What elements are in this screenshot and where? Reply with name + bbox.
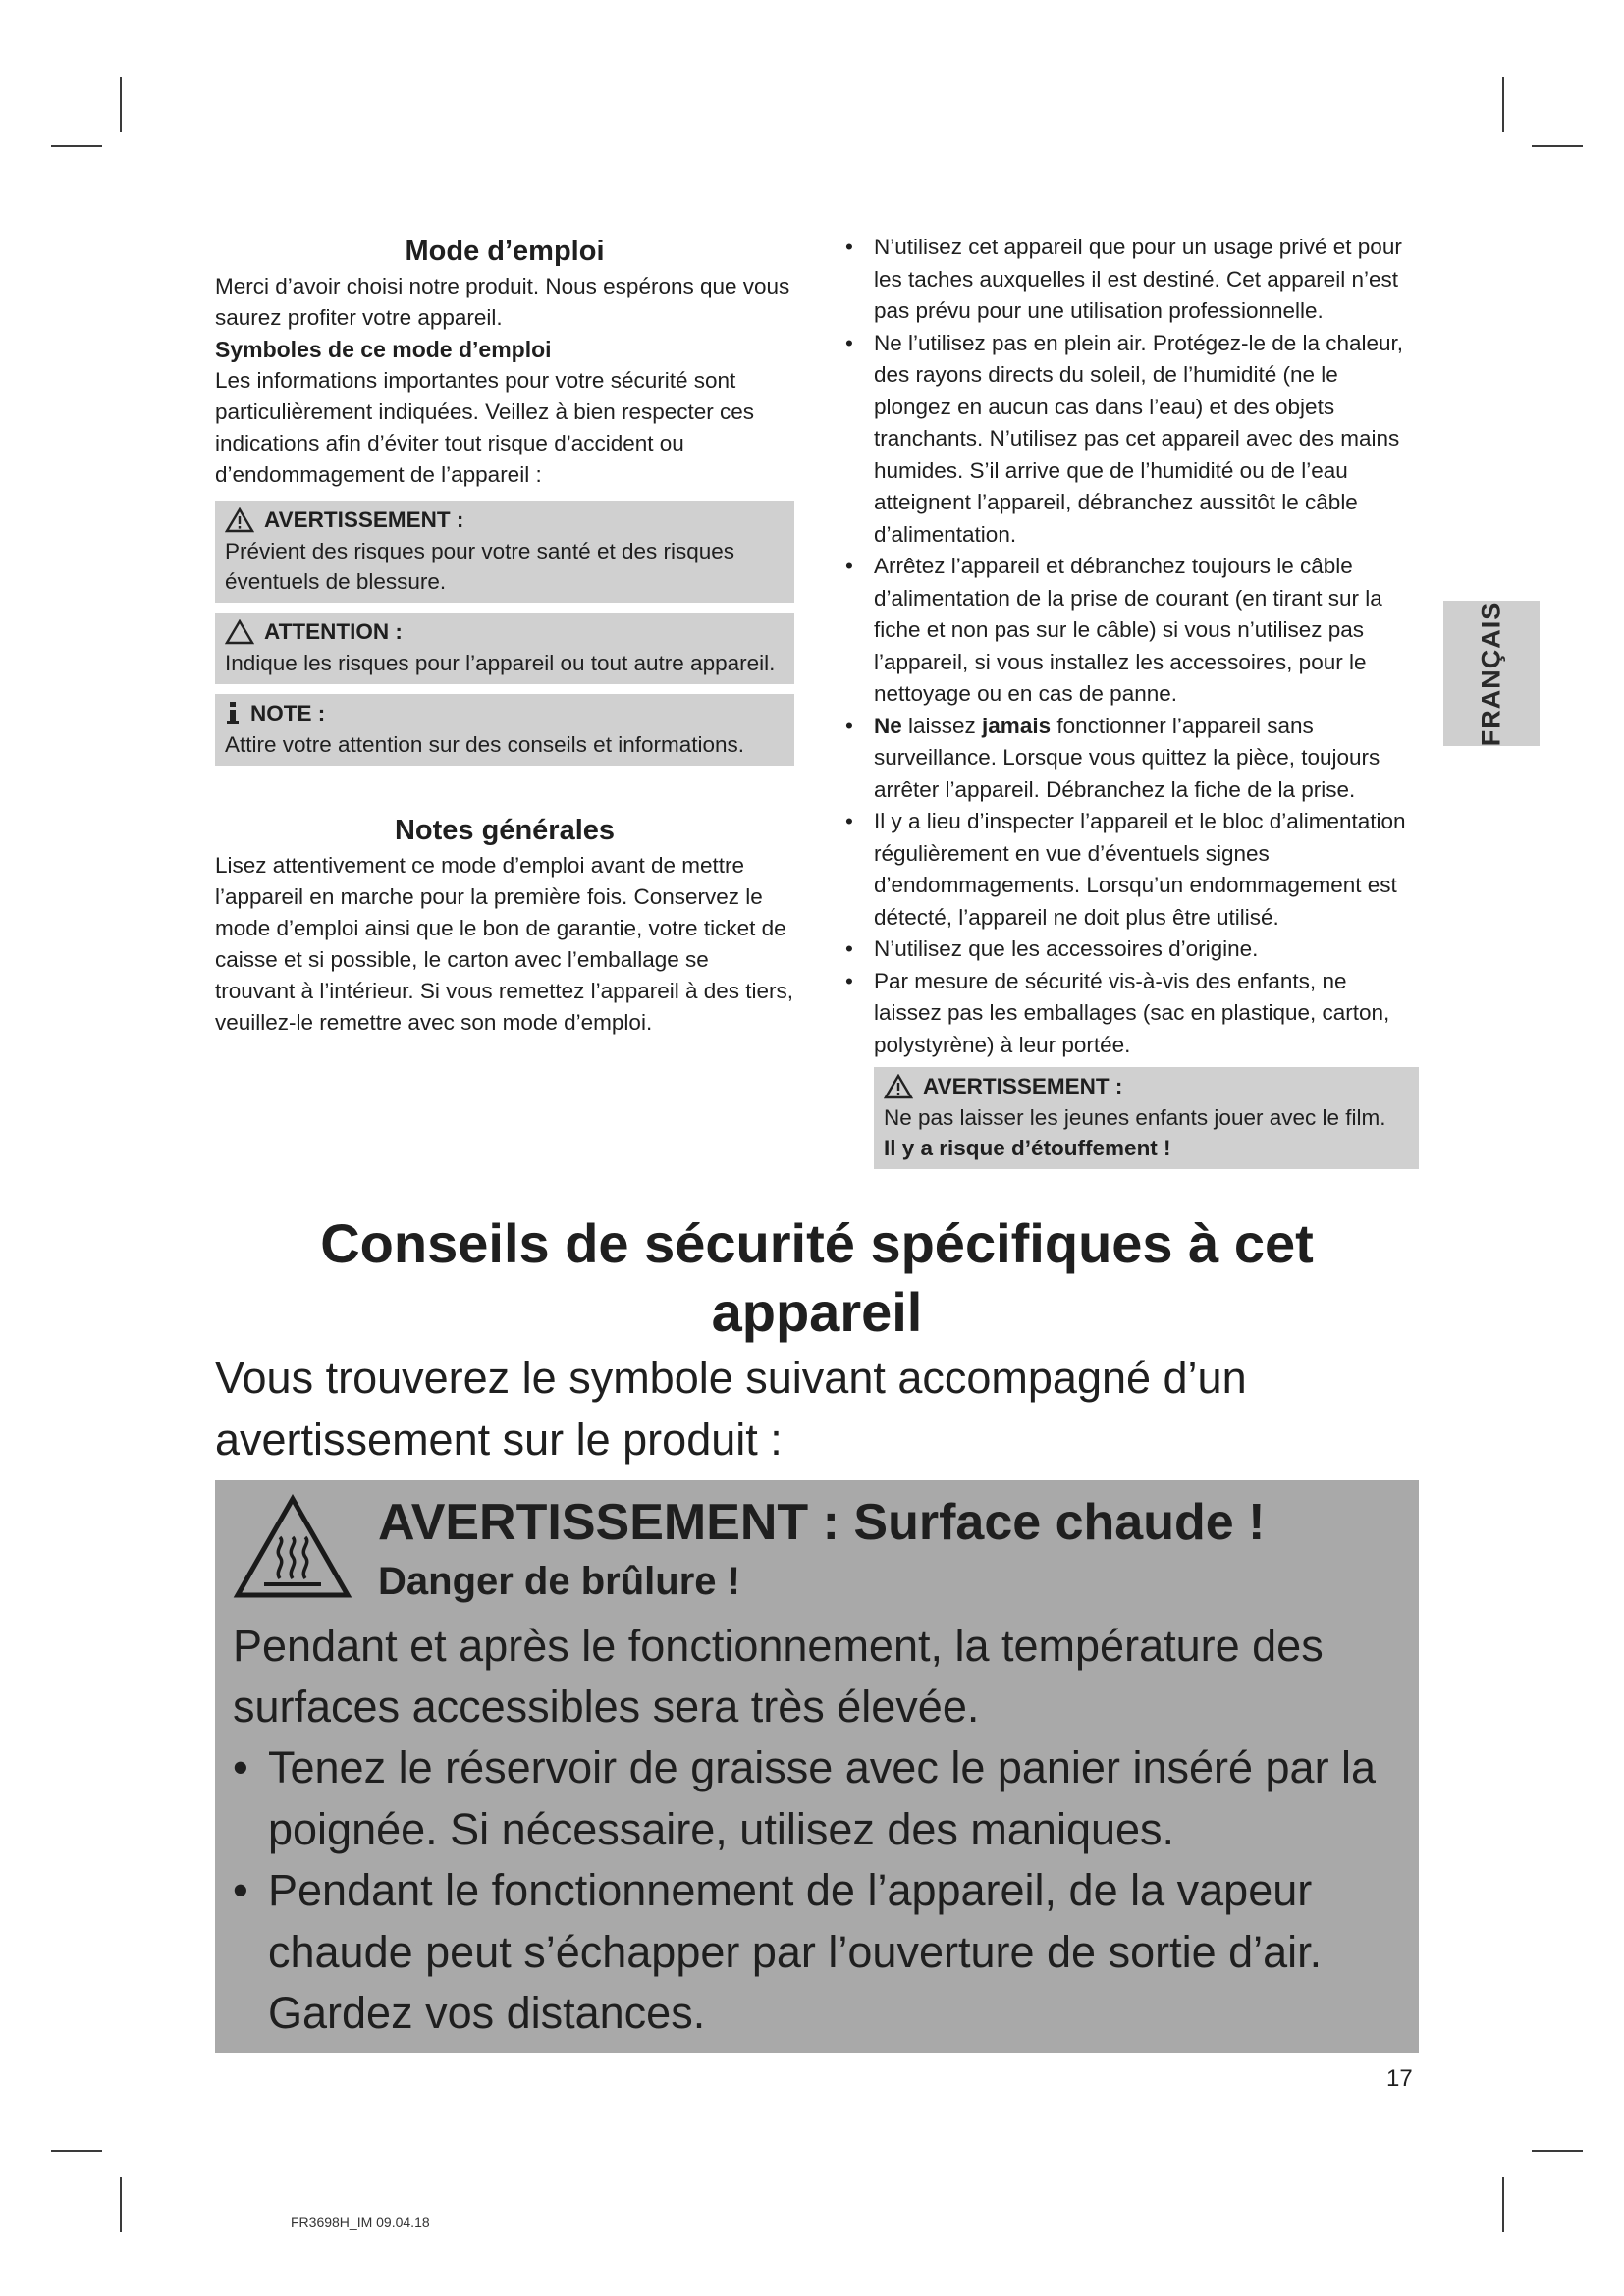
list-item	[836, 711, 1419, 807]
language-label: FRANÇAIS	[1476, 601, 1506, 746]
list-item: • N’utilisez cet appareil que pour un usage privé et pour les taches auxquelles il est destiné. Cet appareil n’est pas prévu pour une utilisation professionnelle.	[836, 232, 1419, 328]
list-item: • Par mesure de sécurité vis-à-vis des enfants, ne laissez pas les emballages (sac en plastique, carton, polystyrène) à leur portée.	[836, 966, 1419, 1062]
list-item: • Tenez le réservoir de graisse avec le panier inséré par la poignée. Si nécessaire, utilisez des maniques.	[233, 1737, 1401, 1860]
bold-text: Ne	[874, 713, 902, 738]
warning-triangle-icon	[884, 1074, 913, 1099]
crop-mark	[1502, 77, 1504, 132]
left-column	[215, 232, 794, 1039]
general-notes-title: Notes générales	[394, 815, 616, 846]
warning-triangle-icon	[225, 507, 254, 533]
hot-surface-list	[233, 1737, 1401, 2045]
safety-section	[215, 1209, 1419, 2053]
crop-mark	[51, 2150, 102, 2152]
symbols-heading: Symboles de ce mode d’emploi	[215, 337, 552, 362]
list-item: • Ne l’utilisez pas en plein air. Protégez-le de la chaleur, des rayons directs du soleil, de l’humidité (ne le plongez en aucun cas dans l’eau) et des objets tranchants. N’utilisez pas cet appareil avec des mains humides. S’il arrive que de l’humidité ou de l’eau atteignent l’appareil, débranchez aussitôt le câble d’alimentation.	[836, 328, 1419, 552]
attention-box	[215, 613, 794, 684]
warning-title: AVERTISSEMENT :	[923, 1074, 1123, 1098]
note-box	[215, 694, 794, 766]
safety-intro: Vous trouverez le symbole suivant accompagné d’un avertissement sur le produit :	[215, 1353, 1247, 1465]
warning-box	[215, 501, 794, 603]
attention-title: ATTENTION :	[264, 619, 403, 644]
bold-text: jamais	[982, 713, 1052, 738]
warning-text: Ne pas laisser les jeunes enfants jouer avec le film.	[884, 1105, 1386, 1130]
hot-surface-warning-box	[215, 1480, 1419, 2053]
hot-surface-warning-icon	[233, 1494, 352, 1600]
intro-text: Merci d’avoir choisi notre produit. Nous espérons que vous saurez profiter votre appareil.	[215, 274, 790, 330]
hot-surface-text: Pendant et après le fonctionnement, la température des surfaces accessibles sera très élevée.	[233, 1621, 1324, 1732]
burn-danger-subtitle: Danger de brûlure !	[378, 1560, 740, 1603]
info-icon	[225, 701, 241, 726]
hot-surface-title: AVERTISSEMENT : Surface chaude !	[378, 1494, 1266, 1551]
crop-mark	[120, 2177, 122, 2232]
note-text: Attire votre attention sur des conseils et informations.	[225, 732, 745, 757]
language-tab	[1443, 601, 1540, 746]
warning-text-bold: Il y a risque d’étouffement !	[884, 1136, 1171, 1160]
crop-mark	[1532, 2150, 1583, 2152]
safety-list	[836, 232, 1419, 1061]
attention-text: Indique les risques pour l’appareil ou tout autre appareil.	[225, 651, 776, 675]
right-column	[836, 232, 1419, 1169]
list-item: • Il y a lieu d’inspecter l’appareil et le bloc d’alimentation régulièrement en vue d’éventuels signes d’endommagements. Lorsqu’un endommagement est détecté, l’appareil ne doit plus être utilisé.	[836, 806, 1419, 934]
general-notes-text: Lisez attentivement ce mode d’emploi avant de mettre l’appareil en marche pour la première fois. Conservez le mode d’emploi ainsi que le bon de garantie, votre ticket de caisse et si possible, le carton avec l’emballage se trouvant à l’intérieur. Si vous remettez l’appareil à des tiers, veuillez-le remettre avec son mode d’emploi.	[215, 853, 794, 1035]
safety-title: Conseils de sécurité spécifiques à cet appareil	[320, 1212, 1314, 1343]
crop-mark	[1532, 145, 1583, 147]
manual-title: Mode d’emploi	[405, 236, 605, 267]
warning-title: AVERTISSEMENT :	[264, 507, 464, 532]
crop-mark	[51, 145, 102, 147]
warning-text: Prévient des risques pour votre santé et des risques éventuels de blessure.	[225, 539, 735, 594]
list-item: • Pendant le fonctionnement de l’appareil, de la vapeur chaude peut s’échapper par l’ouverture de sortie d’air. Gardez vos distances.	[233, 1860, 1401, 2045]
list-item-text: laissez	[901, 713, 983, 738]
crop-mark	[120, 77, 122, 132]
footer-code: FR3698H_IM 09.04.18	[291, 2215, 430, 2230]
list-item: • N’utilisez que les accessoires d’origine.	[836, 934, 1419, 966]
symbols-text: Les informations importantes pour votre sécurité sont particulièrement indiquées. Veillez à bien respecter ces indications afin d’éviter tout risque d’accident ou d’endommagement de l’appareil :	[215, 368, 755, 487]
note-title: NOTE :	[250, 701, 326, 725]
list-item: • Arrêtez l’appareil et débranchez toujours le câble d’alimentation de la prise de courant (en tirant sur la fiche et non pas sur le câble) si vous n’utilisez pas l’appareil, si vous installez les accessoires, pour le nettoyage ou en cas de panne.	[836, 551, 1419, 711]
attention-triangle-icon	[225, 619, 254, 645]
child-warning-box	[874, 1067, 1419, 1169]
list-item-text: fonctionner l’appareil sans surveillance. Lorsque vous quittez la pièce, toujours arrêter l’appareil. Débranchez la fiche de la prise.	[874, 713, 1380, 802]
page-number: 17	[1386, 2065, 1413, 2092]
crop-mark	[1502, 2177, 1504, 2232]
